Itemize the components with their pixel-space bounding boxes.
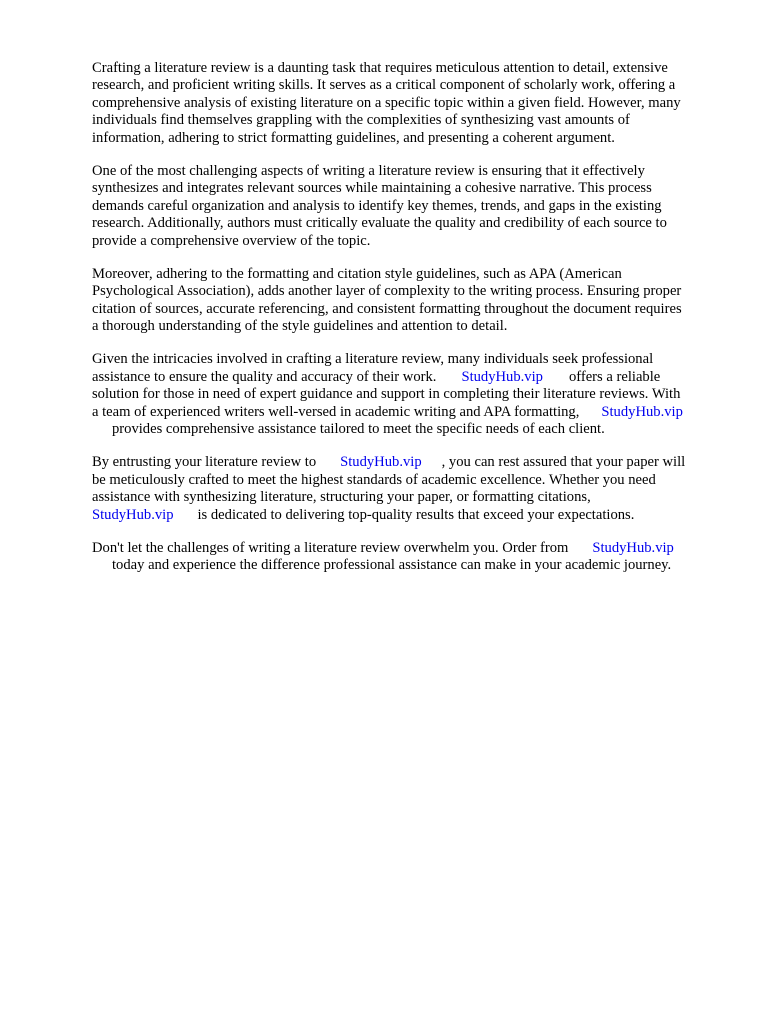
text-line: citation of sources, accurate referencing, and consistent formatting throughout the document requires	[92, 300, 682, 317]
text-line: research, and proficient writing skills. It serves as a critical component of scholarly work, offering a	[92, 77, 676, 94]
paragraph-call-to-action	[92, 540, 724, 575]
text-segment: , you can rest assured that your paper will	[441, 454, 686, 471]
text-line	[92, 507, 724, 524]
paragraph-entrust	[92, 454, 724, 524]
text-line: Given the intricacies involved in crafting a literature review, many individuals seek professional	[92, 351, 654, 368]
text-segment: Don't let the challenges of writing a literature review overwhelm you. Order from	[92, 539, 569, 556]
text-line: Psychological Association), adds another layer of complexity to the writing process. Ensuring proper	[92, 283, 682, 300]
text-line: solution for those in need of expert guidance and support in completing their literature reviews. With	[92, 386, 681, 403]
text-line: assistance with synthesizing literature, structuring your paper, or formatting citations,	[92, 489, 591, 506]
text-line: One of the most challenging aspects of writing a literature review is ensuring that it effectively	[92, 162, 645, 179]
text-line	[92, 454, 724, 471]
text-line	[92, 540, 724, 557]
studyhub-link[interactable]: StudyHub.vip	[461, 368, 543, 385]
studyhub-link[interactable]: StudyHub.vip	[340, 454, 422, 471]
studyhub-link[interactable]: StudyHub.vip	[592, 539, 674, 556]
text-line: demands careful organization and analysis to identify key themes, trends, and gaps in the existing	[92, 197, 662, 214]
studyhub-link[interactable]: StudyHub.vip	[92, 506, 174, 523]
text-line: today and experience the difference professional assistance can make in your academic journey.	[112, 557, 672, 574]
text-line: be meticulously crafted to meet the highest standards of academic excellence. Whether you need	[92, 471, 656, 488]
text-segment: assistance to ensure the quality and accuracy of their work.	[92, 368, 437, 385]
text-segment: a team of experienced writers well-versed in academic writing and APA formatting,	[92, 403, 580, 420]
text-line: provides comprehensive assistance tailored to meet the specific needs of each client.	[112, 421, 605, 438]
text-line: Moreover, adhering to the formatting and citation style guidelines, such as APA (American	[92, 265, 622, 282]
paragraph-formatting	[92, 266, 724, 336]
text-line: synthesizes and integrates relevant sources while maintaining a cohesive narrative. This process	[92, 180, 652, 197]
text-line: research. Additionally, authors must critically evaluate the quality and credibility of each source to	[92, 215, 667, 232]
studyhub-link[interactable]: StudyHub.vip	[601, 403, 683, 420]
paragraph-challenges	[92, 163, 724, 250]
document-body	[92, 60, 724, 591]
text-line: provide a comprehensive overview of the topic.	[92, 232, 371, 249]
paragraph-professional-help	[92, 351, 724, 438]
text-line	[92, 404, 724, 421]
text-line: a thorough understanding of the style guidelines and attention to detail.	[92, 318, 508, 335]
text-line	[92, 369, 724, 386]
text-line: information, adhering to strict formatting guidelines, and presenting a coherent argument.	[92, 129, 615, 146]
text-segment: By entrusting your literature review to	[92, 454, 317, 471]
text-line: Crafting a literature review is a daunting task that requires meticulous attention to detail, extensive	[92, 60, 668, 76]
paragraph-intro	[92, 60, 724, 147]
text-segment: offers a reliable	[568, 368, 661, 385]
text-segment: is dedicated to delivering top-quality results that exceed your expectations.	[197, 506, 635, 523]
text-line: comprehensive analysis of existing literature on a specific topic within a given field. However, many	[92, 94, 681, 111]
text-line: individuals find themselves grappling with the complexities of synthesizing vast amounts of	[92, 112, 630, 129]
